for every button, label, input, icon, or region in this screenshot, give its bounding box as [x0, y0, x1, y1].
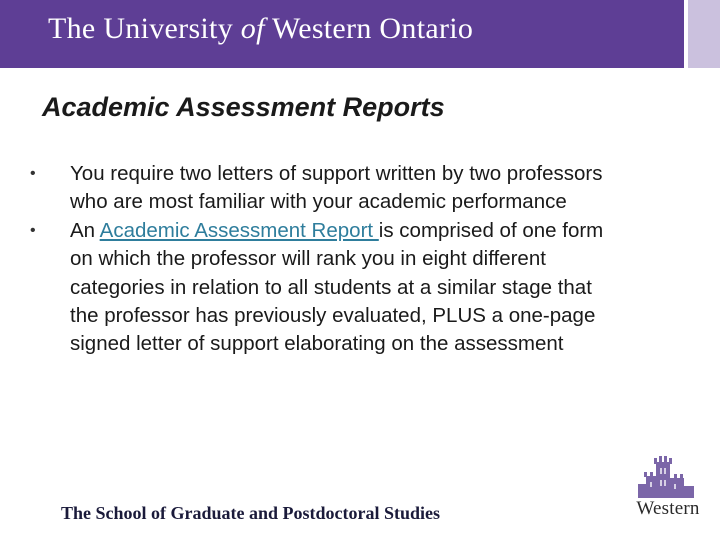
header-banner [0, 0, 684, 68]
university-name-of: of [240, 12, 265, 45]
university-name-suffix: Western Ontario [264, 12, 474, 45]
bullet-text-pre: An [70, 218, 100, 242]
bullet-text-post: is comprised of one form on which the professor will rank you in eight different categories in relation to all students at a similar stage that the professor has previously evaluated, PLUS a one-page signed letter of support elaborating on the assessment [70, 218, 604, 356]
bullet-glyph: • [30, 165, 36, 182]
slide-title: Academic Assessment Reports [42, 92, 445, 122]
bullet-list [30, 160, 610, 359]
banner-edge-strip [684, 0, 720, 68]
university-name [48, 12, 473, 46]
bullet-glyph: • [30, 221, 36, 239]
bullet-item-report [30, 217, 610, 359]
academic-assessment-report-link[interactable]: Academic Assessment Report [99, 218, 379, 242]
logo-wordmark: Western [636, 498, 700, 519]
bullet-text: You require two letters of support written by two professors who are most familiar with your academic performance [70, 162, 603, 214]
western-logo [628, 452, 708, 524]
western-tower-icon [628, 452, 708, 498]
university-name-prefix: The University [48, 12, 241, 45]
bullet-item-letters [30, 160, 610, 217]
footer-school-name: The School of Graduate and Postdoctoral Studies [61, 503, 441, 523]
